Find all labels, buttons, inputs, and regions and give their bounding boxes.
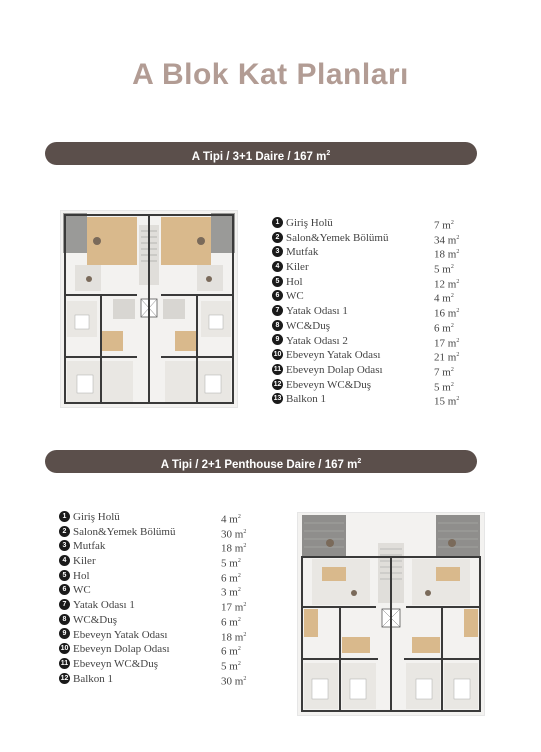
superscript: 2 [456, 278, 460, 285]
room-area [221, 672, 246, 689]
list-item [59, 642, 259, 657]
floor-plan-3plus1 [60, 210, 238, 408]
list-item [272, 231, 472, 246]
room-number-badge: 4 [272, 261, 283, 272]
area-value: 16 m [434, 307, 457, 320]
area-value: 4 m [221, 513, 238, 526]
room-name: WC&Duş [286, 319, 330, 332]
room-name: Balkon 1 [286, 393, 327, 406]
superscript: 2 [456, 308, 460, 315]
area-value: 4 m [434, 293, 451, 306]
superscript: 2 [326, 150, 331, 157]
room-number-badge: 3 [59, 540, 70, 551]
room-list-3plus1 [272, 216, 472, 407]
area-value: 18 m [221, 543, 244, 556]
room-name: Ebeveyn Dolap Odası [73, 643, 170, 656]
list-item [272, 392, 472, 407]
room-name: Kiler [73, 555, 96, 568]
room-name: Hol [73, 569, 90, 582]
superscript: 2 [450, 366, 454, 373]
area-value: 18 m [434, 249, 457, 262]
room-name: Balkon 1 [73, 672, 114, 685]
list-item [59, 613, 259, 628]
superscript: 2 [243, 675, 247, 682]
area-value: 12 m [434, 278, 457, 291]
list-item [59, 554, 259, 569]
superscript: 2 [456, 249, 460, 256]
room-number-badge: 9 [272, 334, 283, 345]
list-item [272, 334, 472, 349]
list-item [59, 569, 259, 584]
area-value: 5 m [221, 557, 238, 570]
room-number-badge: 7 [272, 305, 283, 316]
area-value: 6 m [221, 572, 238, 585]
area-value: 18 m [221, 631, 244, 644]
list-item [272, 289, 472, 304]
list-item [59, 510, 259, 525]
room-number-badge: 2 [59, 526, 70, 537]
list-item [59, 539, 259, 554]
list-item [59, 628, 259, 643]
list-item [272, 378, 472, 393]
area-value: 6 m [434, 322, 451, 335]
superscript: 2 [450, 322, 454, 329]
superscript: 2 [237, 572, 241, 579]
superscript: 2 [456, 352, 460, 359]
list-item [272, 319, 472, 334]
room-number-badge: 5 [272, 276, 283, 287]
list-item [272, 348, 472, 363]
page-title: A Blok Kat Planları [132, 58, 409, 91]
room-name: WC&Duş [73, 613, 117, 626]
area-value: 15 m [434, 395, 457, 408]
room-number-badge: 4 [59, 555, 70, 566]
section-banner-penthouse [45, 450, 477, 473]
list-item [272, 216, 472, 231]
area-value: 21 m [434, 351, 457, 364]
area-value: 7 m [434, 219, 451, 232]
room-number-badge: 10 [273, 351, 282, 359]
superscript: 2 [456, 337, 460, 344]
room-name: Salon&Yemek Bölümü [286, 231, 389, 244]
list-item [272, 245, 472, 260]
section-heading: A Tipi / 3+1 Daire / 167 m [191, 150, 327, 163]
superscript: 2 [243, 602, 247, 609]
area-value: 34 m [434, 234, 457, 247]
room-name: Giriş Holü [286, 217, 333, 229]
list-item [272, 260, 472, 275]
superscript: 2 [243, 528, 247, 535]
superscript: 2 [237, 646, 241, 653]
superscript: 2 [237, 514, 241, 520]
list-item [272, 275, 472, 290]
room-list-penthouse [59, 510, 259, 686]
room-number-badge: 10 [60, 645, 69, 653]
room-number-badge: 9 [59, 628, 70, 639]
room-number-badge: 5 [59, 570, 70, 581]
room-number-badge: 8 [272, 320, 283, 331]
room-number-badge: 1 [59, 511, 70, 522]
superscript: 2 [243, 631, 247, 638]
area-value: 5 m [221, 660, 238, 673]
floor-plan-penthouse [297, 512, 485, 716]
room-name: Mutfak [286, 246, 319, 259]
room-number-badge: 6 [272, 290, 283, 301]
superscript: 2 [237, 660, 241, 667]
room-number-badge: 13 [273, 395, 282, 403]
room-number-badge: 12 [273, 380, 282, 388]
area-value: 30 m [221, 675, 244, 688]
superscript: 2 [456, 396, 460, 403]
area-value: 5 m [434, 381, 451, 394]
superscript: 2 [237, 558, 241, 565]
area-value: 30 m [221, 528, 244, 541]
list-item [59, 598, 259, 613]
room-name: Salon&Yemek Bölümü [73, 525, 176, 538]
superscript: 2 [243, 543, 247, 550]
section-heading: A Tipi / 2+1 Penthouse Daire / 167 m [160, 458, 358, 471]
area-value: 17 m [221, 601, 244, 614]
list-item [272, 304, 472, 319]
room-number-badge: 1 [272, 217, 283, 228]
list-item [59, 583, 259, 598]
room-number-badge: 11 [60, 659, 69, 667]
area-value: 6 m [221, 616, 238, 629]
area-value: 17 m [434, 337, 457, 350]
room-name: Yatak Odası 2 [286, 334, 348, 347]
room-area [434, 392, 459, 409]
list-item [59, 672, 259, 687]
room-number-badge: 11 [273, 365, 282, 373]
list-item [59, 525, 259, 540]
superscript: 2 [456, 234, 460, 241]
room-name: Yatak Odası 1 [286, 305, 348, 318]
superscript: 2 [450, 264, 454, 271]
superscript: 2 [450, 220, 454, 226]
superscript: 2 [357, 458, 362, 465]
superscript: 2 [450, 293, 454, 300]
area-value: 6 m [221, 645, 238, 658]
room-name: Ebeveyn Yatak Odası [73, 628, 168, 641]
section-banner-3plus1 [45, 142, 477, 165]
room-name: Ebeveyn Dolap Odası [286, 363, 383, 376]
room-name: Hol [286, 275, 303, 288]
room-name: Kiler [286, 261, 309, 274]
area-value: 7 m [434, 366, 451, 379]
superscript: 2 [237, 616, 241, 623]
room-number-badge: 6 [59, 584, 70, 595]
list-item [272, 363, 472, 378]
area-value: 5 m [434, 263, 451, 276]
room-number-badge: 8 [59, 614, 70, 625]
room-name: Yatak Odası 1 [73, 599, 135, 612]
area-value: 3 m [221, 587, 238, 600]
superscript: 2 [450, 381, 454, 388]
room-number-badge: 2 [272, 232, 283, 243]
room-name: Mutfak [73, 540, 106, 553]
room-name: Giriş Holü [73, 511, 120, 523]
room-number-badge: 7 [59, 599, 70, 610]
floor-plan-drawing [61, 211, 237, 407]
room-name: Ebeveyn WC&Duş [286, 378, 372, 391]
room-name: Ebeveyn WC&Duş [73, 657, 159, 670]
room-name: Ebeveyn Yatak Odası [286, 349, 381, 362]
room-name: WC [286, 290, 304, 303]
room-name: WC [73, 584, 91, 597]
floor-plan-drawing [298, 513, 484, 715]
room-number-badge: 12 [60, 674, 69, 682]
superscript: 2 [237, 587, 241, 594]
list-item [59, 657, 259, 672]
room-number-badge: 3 [272, 246, 283, 257]
